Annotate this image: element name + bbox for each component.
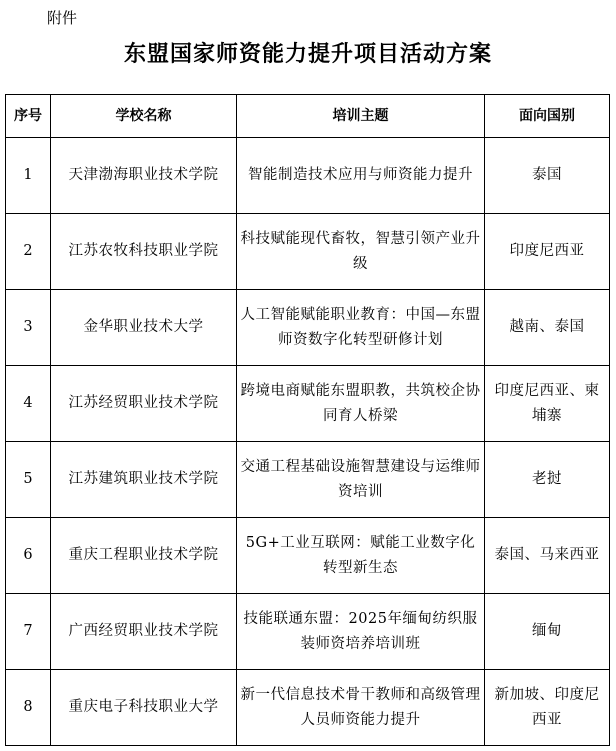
table-row xyxy=(6,594,610,670)
cell-country: 泰国、马来西亚 xyxy=(485,518,610,594)
cell-school: 广西经贸职业技术学院 xyxy=(51,594,237,670)
cell-school: 重庆工程职业技术学院 xyxy=(51,518,237,594)
document-title: 东盟国家师资能力提升项目活动方案 xyxy=(123,41,492,67)
cell-school: 金华职业技术大学 xyxy=(51,290,237,366)
table-row xyxy=(6,442,610,518)
cell-country: 越南、泰国 xyxy=(485,290,610,366)
cell-topic: 新一代信息技术骨干教师和高级管理人员师资能力提升 xyxy=(237,670,485,746)
cell-country: 泰国 xyxy=(485,138,610,214)
table-row xyxy=(6,214,610,290)
cell-topic: 跨境电商赋能东盟职教，共筑校企协同育人桥梁 xyxy=(237,366,485,442)
cell-no: 2 xyxy=(6,214,51,290)
cell-topic: 交通工程基础设施智慧建设与运维师资培训 xyxy=(237,442,485,518)
cell-school: 江苏经贸职业技术学院 xyxy=(51,366,237,442)
table-header-row xyxy=(6,95,610,138)
cell-topic: 智能制造技术应用与师资能力提升 xyxy=(237,138,485,214)
cell-no: 8 xyxy=(6,670,51,746)
cell-country: 缅甸 xyxy=(485,594,610,670)
table-row xyxy=(6,290,610,366)
table-row xyxy=(6,366,610,442)
cell-school: 天津渤海职业技术学院 xyxy=(51,138,237,214)
cell-country: 印度尼西亚 xyxy=(485,214,610,290)
header-country: 面向国别 xyxy=(485,95,610,138)
cell-topic: 5G+工业互联网：赋能工业数字化转型新生态 xyxy=(237,518,485,594)
cell-no: 7 xyxy=(6,594,51,670)
cell-school: 江苏建筑职业技术学院 xyxy=(51,442,237,518)
cell-school: 重庆电子科技职业大学 xyxy=(51,670,237,746)
cell-no: 1 xyxy=(6,138,51,214)
cell-no: 4 xyxy=(6,366,51,442)
header-no: 序号 xyxy=(6,95,51,138)
cell-school: 江苏农牧科技职业学院 xyxy=(51,214,237,290)
header-topic: 培训主题 xyxy=(237,95,485,138)
cell-topic: 科技赋能现代畜牧，智慧引领产业升级 xyxy=(237,214,485,290)
cell-country: 新加坡、印度尼西亚 xyxy=(485,670,610,746)
cell-topic: 人工智能赋能职业教育：中国—东盟师资数字化转型研修计划 xyxy=(237,290,485,366)
plan-table xyxy=(5,94,610,746)
table-row xyxy=(6,518,610,594)
header-school: 学校名称 xyxy=(51,95,237,138)
cell-country: 印度尼西亚、柬埔寨 xyxy=(485,366,610,442)
cell-country: 老挝 xyxy=(485,442,610,518)
cell-no: 5 xyxy=(6,442,51,518)
cell-no: 3 xyxy=(6,290,51,366)
table-row xyxy=(6,670,610,746)
table-row xyxy=(6,138,610,214)
cell-topic: 技能联通东盟：2025年缅甸纺织服装师资培养培训班 xyxy=(237,594,485,670)
attachment-label: 附件 xyxy=(47,9,78,27)
cell-no: 6 xyxy=(6,518,51,594)
